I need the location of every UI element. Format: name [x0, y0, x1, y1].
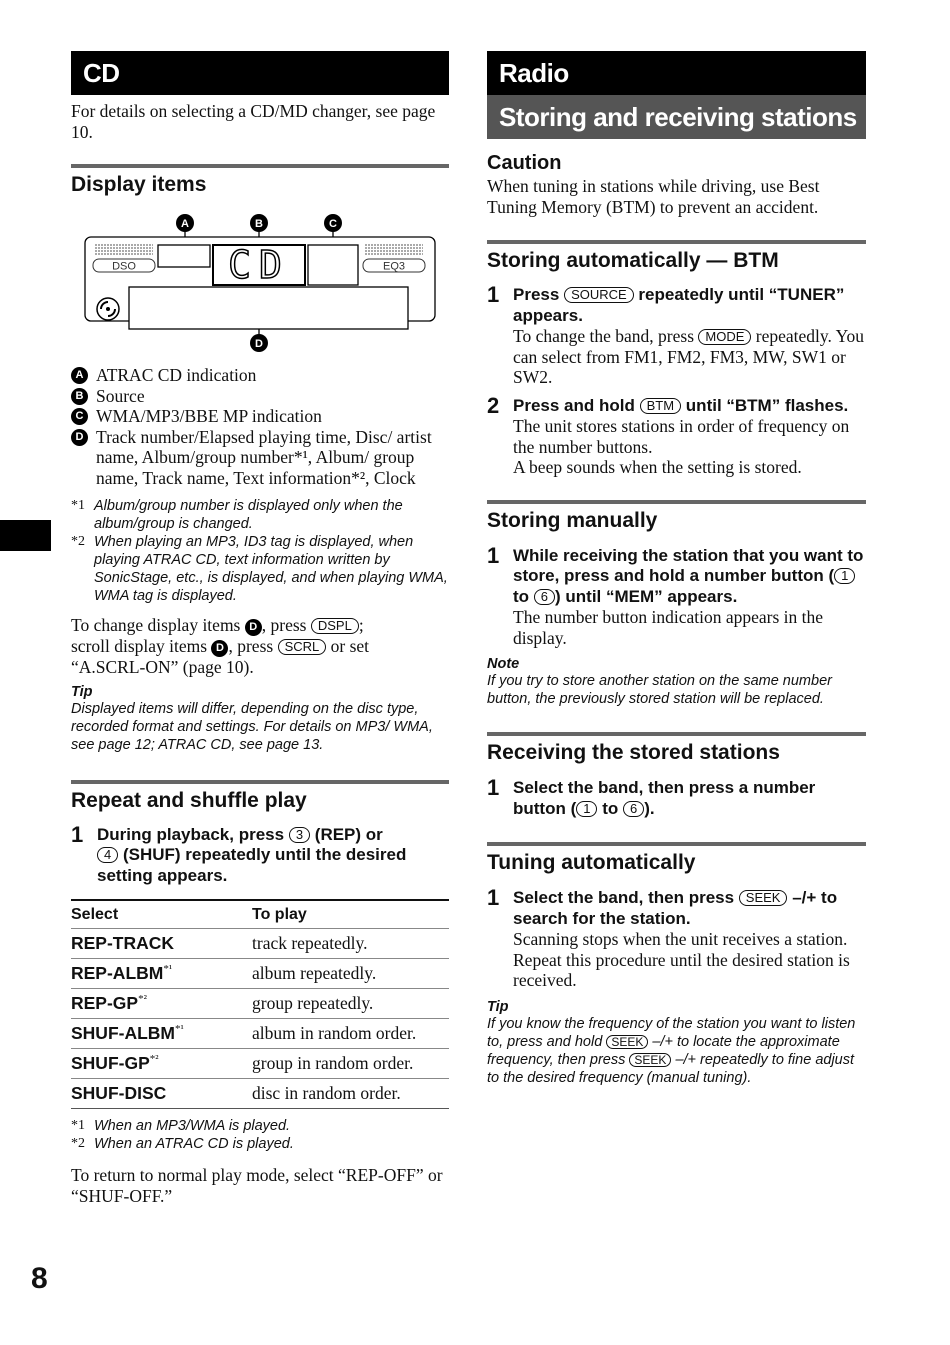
section-rule: [487, 500, 866, 504]
tip-text: Displayed items will differ, depending on the disc type, recorded format and settings. For details on MP3/ WMA, see page 12; ATRAC CD, see page 13.: [71, 700, 433, 753]
legend-item-c: C WMA/MP3/BBE MP indication: [71, 406, 449, 427]
marker-d-icon: D: [211, 640, 228, 657]
note-text: If you try to store another station on the same number button, the previously stored station will be replaced.: [487, 673, 832, 707]
note-block: [487, 656, 866, 708]
tip-label: Tip: [71, 683, 93, 700]
marker-c-icon: C: [71, 408, 88, 425]
step-number: 2: [487, 392, 500, 418]
step-number: 1: [487, 282, 500, 307]
callout-b: [250, 214, 268, 232]
table-row: REP-TRACK track repeatedly.: [71, 929, 449, 959]
footnotes-display: [71, 497, 449, 605]
key-3[interactable]: 3: [289, 827, 310, 843]
cd-intro: For details on selecting a CD/MD changer, see page 10.: [71, 101, 436, 142]
caution-text: When tuning in stations while driving, use Best Tuning Memory (BTM) to prevent an accident.: [487, 176, 820, 217]
table-row: REP-$GP^{*^2}$ group repeatedly.: [71, 989, 449, 1019]
marker-d-icon: D: [245, 619, 262, 636]
seek-key[interactable]: SEEK: [606, 1035, 648, 1049]
section-rule: [487, 732, 866, 736]
note-label: Note: [487, 656, 520, 672]
tip-label: Tip: [487, 998, 509, 1015]
svg-text:A: A: [181, 218, 189, 230]
tip-block: [71, 684, 449, 754]
right-column: [487, 51, 866, 1087]
step-number: 1: [71, 821, 84, 847]
edge-tab-marker: [0, 520, 51, 551]
change-display-paragraph: To change display items D , press DSPL ; scroll display items D , press SCRL or set “A.SCRL-ON” (page 10).: [71, 615, 370, 677]
scrl-key[interactable]: SCRL: [278, 639, 327, 655]
cd-section-title: CD: [71, 51, 449, 95]
radio-section-title: Radio: [487, 51, 866, 95]
svg-text:C: C: [329, 218, 337, 230]
table-row: REP-$ALBM^{*^1}$ album repeatedly.: [71, 959, 449, 989]
column-header: To play: [252, 900, 449, 929]
manual-step: 1 While receiving the station that you want to store, press and hold a number button ( 1 to 6 ) until “MEM” appears. The number button indication appears in the display.: [487, 542, 864, 648]
page-number: 8: [31, 1262, 48, 1295]
display-items-heading: Display items: [71, 173, 207, 196]
section-rule: [71, 780, 449, 784]
key-6[interactable]: 6: [534, 589, 555, 605]
eq3-label: EQ3: [382, 260, 406, 273]
section-rule: [487, 240, 866, 244]
btm-step-2: 2 Press and hold BTM until “BTM” flashes. The unit stores stations in order of frequency on the number buttons. A beep sounds when the setting is stored.: [487, 392, 850, 477]
table-row: SHUF-DISC disc in random order.: [71, 1079, 449, 1109]
legend-list: [71, 365, 449, 488]
source-key[interactable]: SOURCE: [564, 287, 634, 303]
svg-text:D: D: [255, 338, 263, 350]
mode-key[interactable]: MODE: [698, 329, 751, 345]
dspl-key[interactable]: DSPL: [311, 618, 359, 634]
repeat-table: [71, 899, 449, 1109]
disc-icon: [97, 298, 119, 320]
return-paragraph: To return to normal play mode, select “REP-OFF” or “SHUF-OFF.”: [71, 1165, 443, 1206]
callout-a: [176, 214, 194, 232]
key-6[interactable]: 6: [623, 801, 644, 817]
repeat-heading: Repeat and shuffle play: [71, 788, 307, 812]
tuning-step: 1 Select the band, then press SEEK –/+ to search for the station. Scanning stops when the unit receives a station. Repeat this procedure until the desired station is received.: [487, 885, 850, 990]
key-1[interactable]: 1: [834, 568, 855, 584]
marker-a-icon: A: [71, 367, 88, 384]
seek-key[interactable]: SEEK: [739, 890, 788, 906]
callout-d: [250, 334, 268, 352]
footnote-1: *1 When an MP3/WMA is played.: [71, 1118, 291, 1134]
marker-d-icon: D: [71, 429, 88, 446]
repeat-step: 1 During playback, press 3 (REP) or 4 (SHUF) repeatedly until the desired setting appears.: [71, 821, 407, 885]
footnote-2: *2 When playing an MP3, ID3 tag is displayed, when playing ATRAC CD, text information written by SonicStage, etc., is displayed, and when playing WMA, WMA tag is displayed.: [71, 534, 448, 604]
lcd-cd-text: CD: [228, 243, 290, 287]
key-1[interactable]: 1: [576, 801, 597, 817]
caution-heading: Caution: [487, 152, 562, 174]
seek-key[interactable]: SEEK: [629, 1053, 671, 1067]
callout-c: [324, 214, 342, 232]
tip-block: [487, 999, 866, 1087]
step-number: 1: [487, 885, 500, 910]
step-number: 1: [487, 542, 500, 568]
btm-heading: Storing automatically — BTM: [487, 249, 779, 272]
display-diagram: [71, 203, 449, 359]
column-header: Select: [71, 900, 252, 929]
section-rule: [487, 842, 866, 846]
marker-b-icon: B: [71, 388, 88, 405]
footnotes-table: [71, 1117, 449, 1153]
step-number: 1: [487, 775, 500, 800]
table-row: SHUF-$GP^{*^2}$ group in random order.: [71, 1049, 449, 1079]
tip-text: If you know the frequency of the station you want to listen to, press and hold SEEK –/+ to locate the approximate frequency, then press SEEK –/+ repeatedly to fine adjust to the desired frequency (manual tuning).: [487, 1015, 856, 1086]
footnote-2: *2 When an ATRAC CD is played.: [71, 1136, 294, 1152]
legend-item-b: B Source: [71, 386, 449, 407]
key-4[interactable]: 4: [97, 847, 118, 863]
storing-subtitle: Storing and receiving stations: [487, 95, 866, 139]
btm-key[interactable]: BTM: [640, 398, 681, 414]
legend-item-a: A ATRAC CD indication: [71, 365, 449, 386]
dso-label: DSO: [112, 260, 136, 273]
display-panel-illustration: [71, 203, 449, 359]
tuning-heading: Tuning automatically: [487, 851, 696, 874]
svg-text:B: B: [255, 218, 263, 230]
legend-item-d: D Track number/Elapsed playing time, Disc/ artist name, Album/group number*¹, Album/ group name, Track name, Text information*², Clock: [71, 427, 449, 489]
left-column: [71, 51, 449, 1206]
table-header-row: [71, 900, 449, 929]
btm-step-1: 1 Press SOURCE repeatedly until “TUNER” appears. To change the band, press MODE repeatedly. You can select from FM1, FM2, FM3, MW, SW1 or SW2.: [487, 282, 864, 387]
footnote-1: *1 Album/group number is displayed only when the album/group is changed.: [71, 498, 403, 532]
receiving-heading: Receiving the stored stations: [487, 741, 780, 764]
manual-heading: Storing manually: [487, 508, 658, 532]
section-rule: [71, 164, 449, 168]
receiving-step: 1 Select the band, then press a number button ( 1 to 6 ).: [487, 775, 816, 818]
table-row: SHUF-$ALBM^{*^1}$ album in random order.: [71, 1019, 449, 1049]
